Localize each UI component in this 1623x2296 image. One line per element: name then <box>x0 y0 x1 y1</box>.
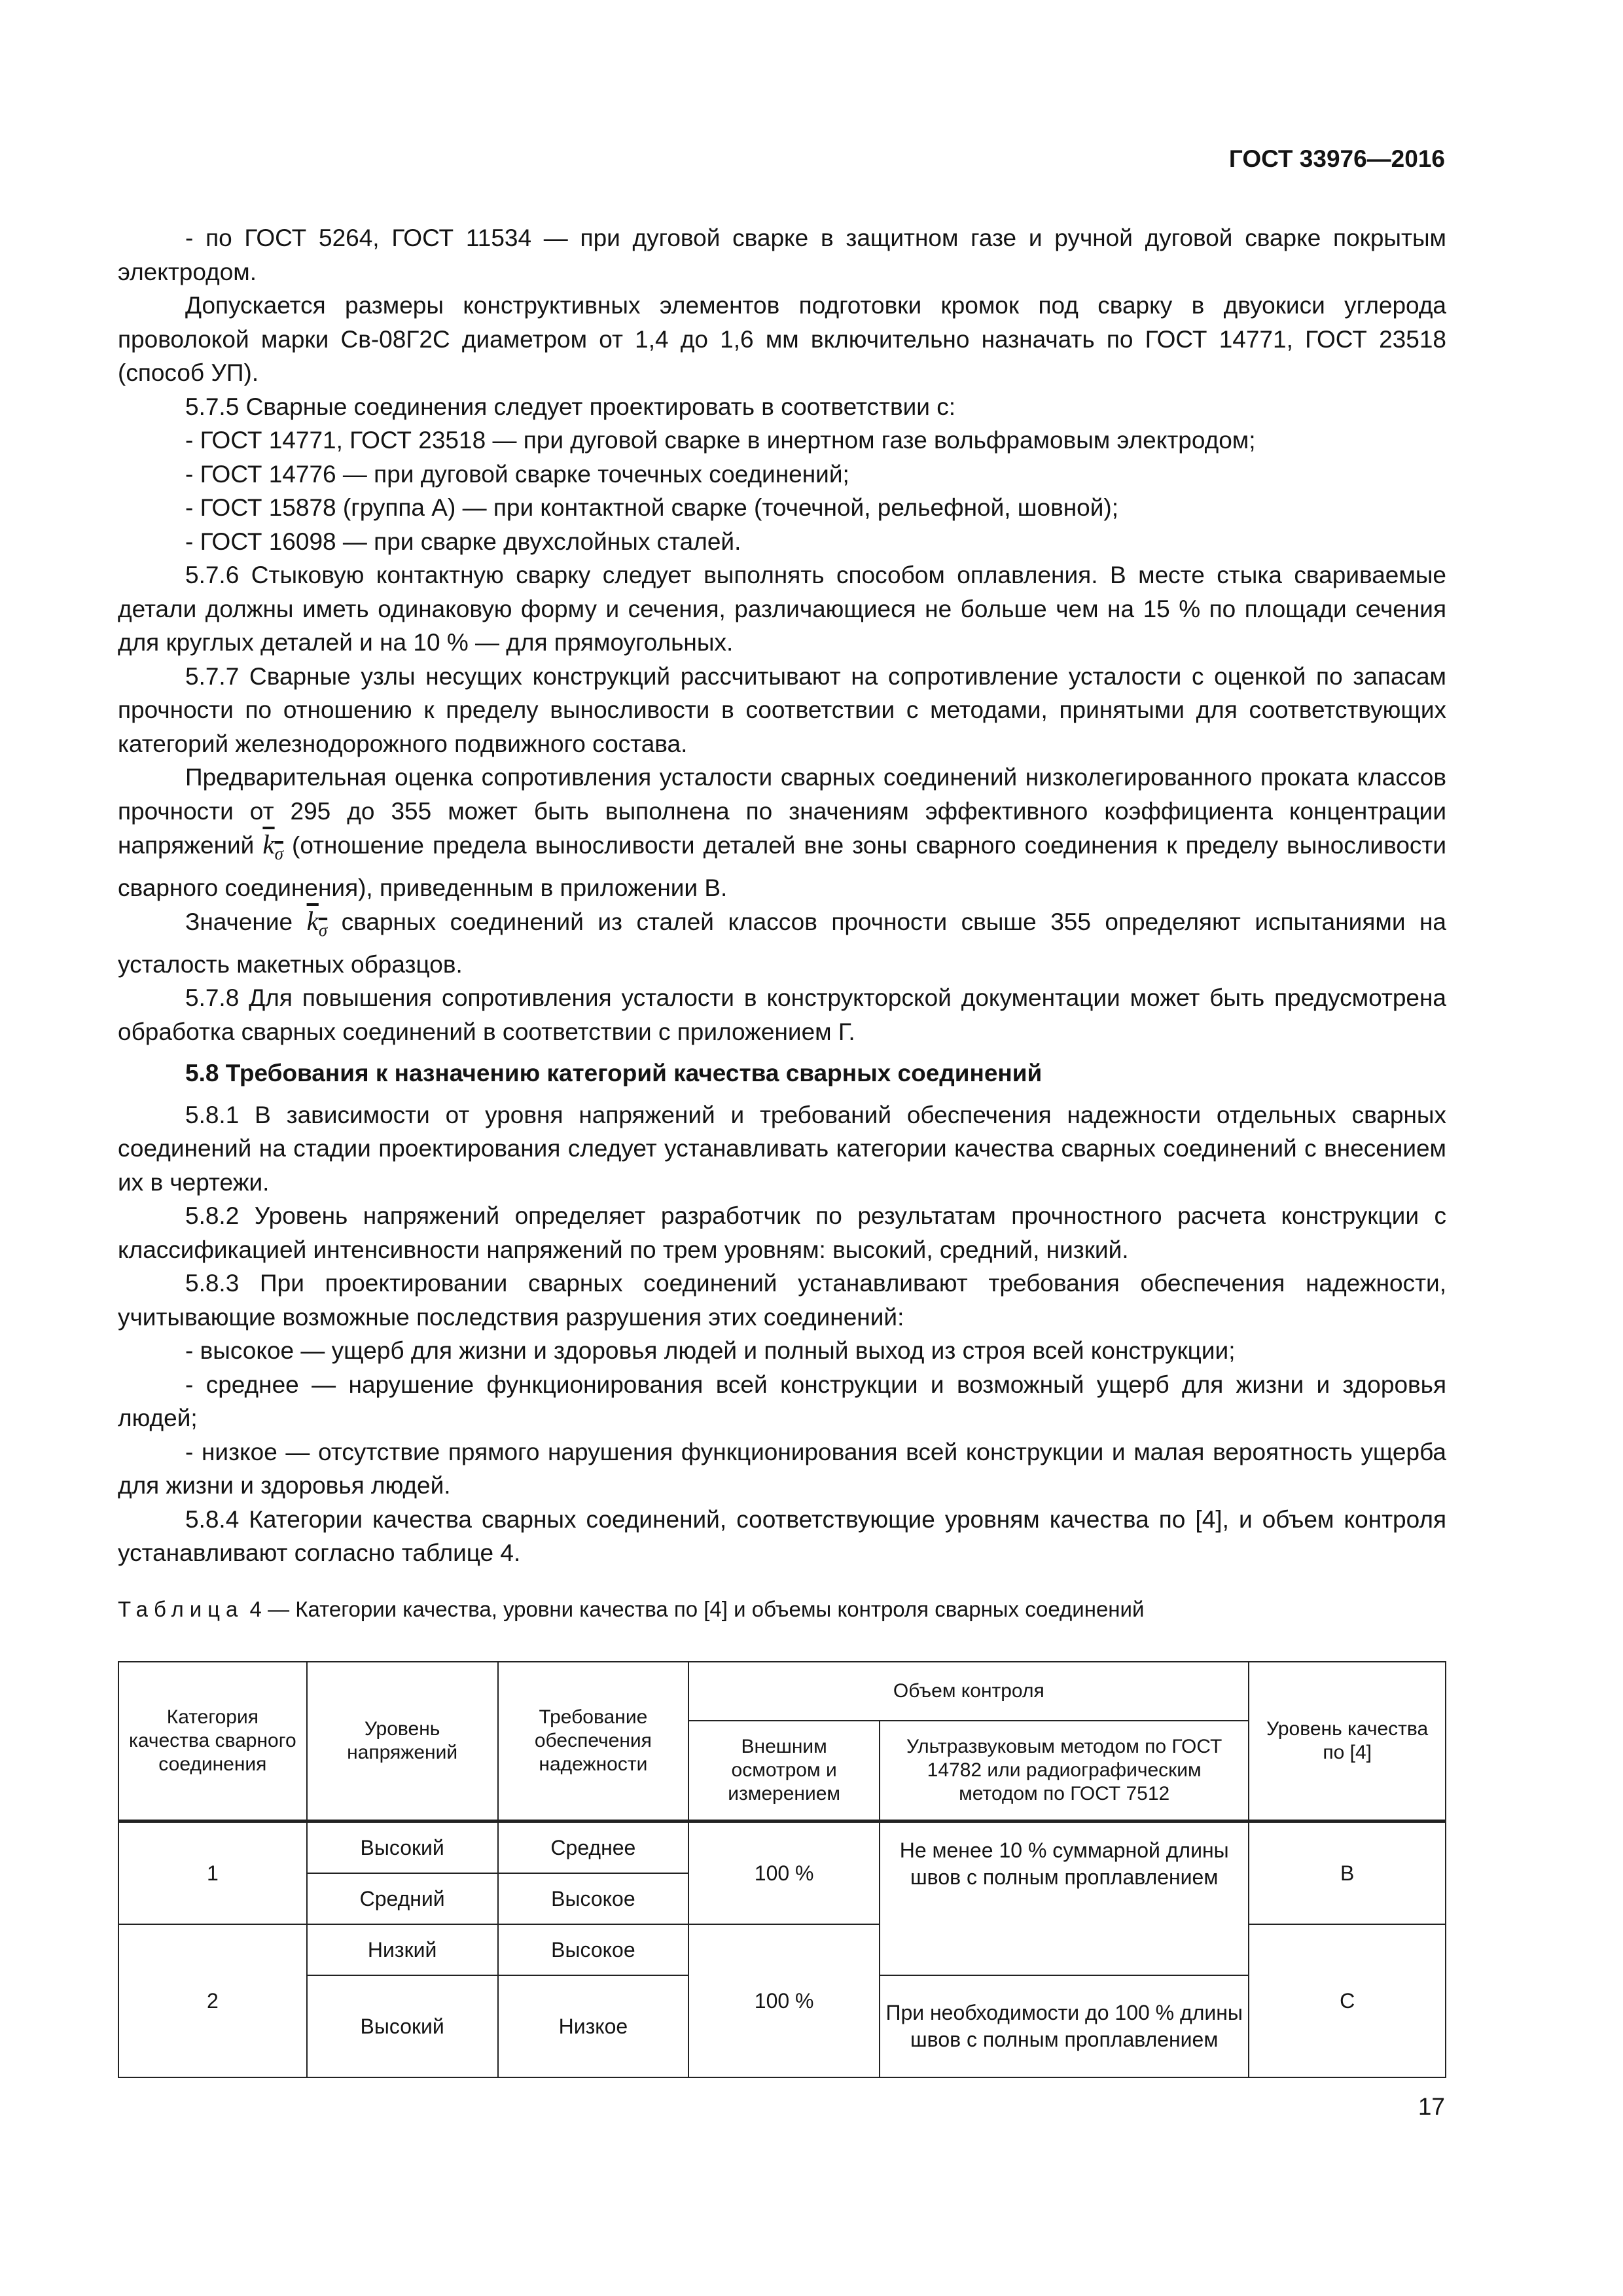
cell-stress: Низкий <box>307 1924 498 1975</box>
cell-visual: 100 % <box>688 1821 880 1925</box>
table-caption-label: Таблица <box>118 1597 244 1621</box>
paragraph-text: (отношение предела выносливости деталей вне зоны сварного соединения к пределу выносливости сварного соединения), приведенным в приложении В. <box>118 832 1447 901</box>
cell-reliability: Низкое <box>498 1975 689 2077</box>
header-category: Категория качества сварного соединения <box>118 1662 307 1821</box>
cell-quality: C <box>1249 1924 1446 2077</box>
header-quality-level: Уровень качества по [4] <box>1249 1662 1446 1821</box>
table-caption-text: 4 — Категории качества, уровни качества по [4] и объемы контроля сварных соединений <box>243 1597 1145 1621</box>
section-heading: 5.8 Требования к назначению категорий качества сварных соединений <box>185 1060 1043 1087</box>
paragraph: 5.8.2 Уровень напряжений определяет разработчик по результатам прочностного расчета конструкции с классификацией интенсивности напряжений по трем уровням: высокий, средний, низкий. <box>118 1202 1446 1263</box>
k-sigma-symbol: $k_\sigma$ <box>306 906 328 941</box>
header-ultrasonic-method: Ультразвуковым методом по ГОСТ 14782 или радиографическим методом по ГОСТ 7512 <box>880 1721 1249 1821</box>
paragraph: 5.7.8 Для повышения сопротивления усталости в конструкторской документации может быть предусмотрена обработка сварных соединений в соответствии с приложением Г. <box>118 984 1446 1045</box>
paragraph: Допускается размеры конструктивных элементов подготовки кромок под сварку в двуокиси углерода проволокой марки Св-08Г2С диаметром от 1,4 до 1,6 мм включительно назначать по ГОСТ 14771, ГОСТ 23518 (способ УП). <box>118 292 1446 386</box>
cell-stress: Средний <box>307 1873 498 1924</box>
cell-stress: Высокий <box>307 1975 498 2077</box>
cell-ultrasonic: Не менее 10 % суммарной длины швов с полным проплавлением <box>880 1821 1249 1976</box>
body-text <box>118 221 1446 1570</box>
list-item: - ГОСТ 14771, ГОСТ 23518 — при дуговой сварке в инертном газе вольфрамовым электродом; <box>185 427 1256 454</box>
document-number-header: ГОСТ 33976—2016 <box>1228 145 1445 172</box>
list-item: - ГОСТ 14776 — при дуговой сварке точечных соединений; <box>185 460 849 488</box>
cell-quality: B <box>1249 1821 1446 1925</box>
header-visual-inspection: Внешним осмотром и измерением <box>688 1721 880 1821</box>
paragraph-text: Значение <box>185 908 293 936</box>
paragraph: 5.7.6 Стыковую контактную сварку следует выполнять способом оплавления. В месте стыка свариваемые детали должны иметь одинаковую форму и сечения, различающиеся не больше чем на 15 % по площади сечения для круглых деталей и на 10 % — для прямоугольных. <box>118 562 1446 656</box>
paragraph: 5.8.4 Категории качества сварных соединений, соответствующие уровням качества по [4], и объем контроля устанавливают согласно таблице 4. <box>118 1505 1446 1567</box>
header-stress-level: Уровень напряжений <box>307 1662 498 1821</box>
cell-stress: Высокий <box>307 1821 498 1874</box>
paragraph: - по ГОСТ 5264, ГОСТ 11534 — при дуговой сварке в защитном газе и ручной дуговой сварке покрытым электродом. <box>118 224 1446 285</box>
list-item: - ГОСТ 16098 — при сварке двухслойных сталей. <box>185 528 741 555</box>
paragraph-text: Предварительная оценка сопротивления усталости сварных соединений низколегированного проката классов прочности от 295 до 355 может быть выполнена по значениям эффективного коэффициента концентрации напряжений <box>118 764 1446 859</box>
paragraph: 5.7.5 Сварные соединения следует проектировать в соответствии с: <box>185 393 956 420</box>
header-control-volume: Объем контроля <box>688 1662 1249 1721</box>
header-reliability: Требование обеспечения надежности <box>498 1662 689 1821</box>
cell-reliability: Высокое <box>498 1873 689 1924</box>
paragraph <box>118 761 1446 905</box>
paragraph: 5.7.7 Сварные узлы несущих конструкций рассчитывают на сопротивление усталости с оценкой по запасам прочности по отношению к пределу выносливости в соответствии с методами, принятыми для соответствующих категорий железнодорожного подвижного состава. <box>118 662 1446 757</box>
cell-reliability: Среднее <box>498 1821 689 1874</box>
list-item: - низкое — отсутствие прямого нарушения функционирования всей конструкции и малая вероятность ущерба для жизни и здоровья людей. <box>118 1438 1446 1499</box>
list-item: - высокое — ущерб для жизни и здоровья людей и полный выход из строя всей конструкции; <box>185 1337 1236 1365</box>
cell-reliability: Высокое <box>498 1924 689 1975</box>
cell-ultrasonic: При необходимости до 100 % длины швов с полным проплавлением <box>880 1975 1249 2077</box>
list-item: - среднее — нарушение функционирования всей конструкции и возможный ущерб для жизни и здоровья людей; <box>118 1371 1446 1432</box>
paragraph <box>118 905 1446 981</box>
paragraph: 5.8.1 В зависимости от уровня напряжений и требований обеспечения надежности отдельных сварных соединений на стадии проектирования следует устанавливать категории качества сварных соединений с внесением их в чертежи. <box>118 1101 1446 1196</box>
cell-visual: 100 % <box>688 1924 880 2077</box>
table-caption <box>118 1597 1144 1622</box>
quality-categories-table <box>118 1661 1446 2078</box>
cell-category: 2 <box>118 1924 307 2077</box>
k-sigma-symbol: $k_\sigma$ <box>262 829 283 864</box>
paragraph: 5.8.3 При проектировании сварных соединений устанавливают требования обеспечения надежности, учитывающие возможные последствия разрушения этих соединений: <box>118 1270 1446 1331</box>
paragraph-text: сварных соединений из сталей классов прочности свыше 355 определяют испытаниями на усталость макетных образцов. <box>118 908 1447 978</box>
cell-category: 1 <box>118 1821 307 1925</box>
page-number: 17 <box>1418 2093 1445 2120</box>
list-item: - ГОСТ 15878 (группа А) — при контактной сварке (точечной, рельефной, шовной); <box>185 494 1118 521</box>
